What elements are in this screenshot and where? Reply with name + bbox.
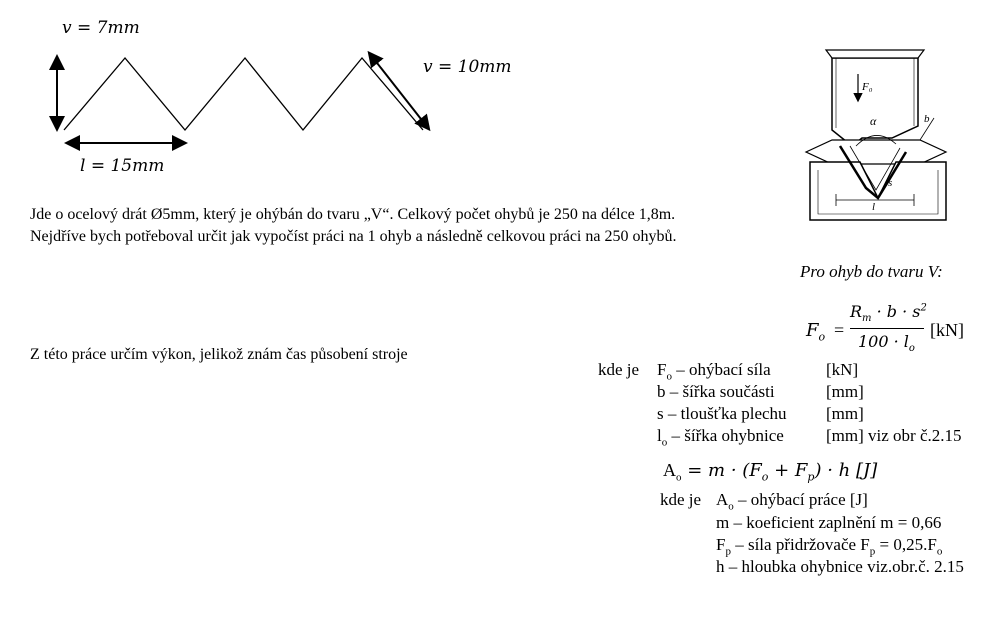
l-label: l = 15mm (80, 156, 165, 176)
formula-lhs-sub: o (818, 330, 826, 344)
work-def-row: $A_o$ – ohýbací práce [J] (716, 490, 868, 513)
work-def-row: h – hloubka ohybnice viz.obr.č. 2.15 (716, 557, 964, 576)
where-label-1: kde je (598, 360, 640, 379)
force-label: F₀ (862, 81, 873, 93)
v-bending-die-figure (796, 40, 956, 225)
v-small-label: v = 7mm (62, 18, 140, 38)
v-large-arrow (370, 54, 428, 128)
work-def-row: m – koeficient zaplnění m = 0,66 (716, 513, 942, 532)
formula-unit: [kN] (930, 320, 964, 340)
formula-num-rest: · b · s (876, 302, 921, 321)
def-row: $F_o$ – ohýbací síla (657, 360, 771, 383)
work-formula: $A_o = m \cdot (F_o + F_p) \cdot h$ [J] (663, 460, 878, 484)
def-row: s – tloušťka plechu (657, 404, 787, 423)
formula-lhs: F (806, 320, 819, 341)
formula-den-sub: o (908, 343, 915, 355)
v-large-label: v = 10mm (423, 57, 512, 77)
def-unit: [mm] (826, 382, 864, 401)
formula-num: R (850, 302, 863, 321)
fraction-bar (850, 328, 924, 329)
s-label: s (888, 177, 893, 189)
def-unit: [mm] (826, 404, 864, 423)
work-def-row: $F_p$ – síla přidržovače $F_p = 0,25.F_o$ (716, 535, 943, 558)
where-label-2: kde je (660, 490, 702, 509)
l-dimension-label: l (872, 201, 876, 213)
def-unit: [kN] (826, 360, 859, 379)
def-row: b – šířka součásti (657, 382, 775, 401)
b-label: b (924, 113, 930, 125)
intro-line-1: Jde o ocelový drát Ø5mm, který je ohýbán do tvaru „V“. Celkový počet ohybů je 250 na délce 1,8m. (30, 206, 676, 223)
intro-line-2: Nejdříve bych potřeboval určit jak vypočíst práci na 1 ohyb a následně celkovou práci na 250 ohybů. (30, 228, 677, 245)
def-row: $l_o$ – šířka ohybnice (657, 426, 784, 449)
formula-num-exp: 2 (920, 302, 927, 314)
bending-caption: Pro ohyb do tvaru V: (800, 262, 943, 281)
alpha-label: α (870, 114, 877, 128)
power-note: Z této práce určím výkon, jelikož znám čas působení stroje (30, 346, 408, 363)
def-unit: [mm] viz obr č.2.15 (826, 426, 962, 445)
bending-force-formula: $F_o$ = $R_m \cdot b \cdot s^2$ $100 \cdot l_o$ [kN] (806, 302, 964, 355)
formula-num-sub: m (862, 313, 872, 325)
formula-den: 100 · l (858, 332, 909, 351)
zigzag-wire (64, 58, 423, 130)
